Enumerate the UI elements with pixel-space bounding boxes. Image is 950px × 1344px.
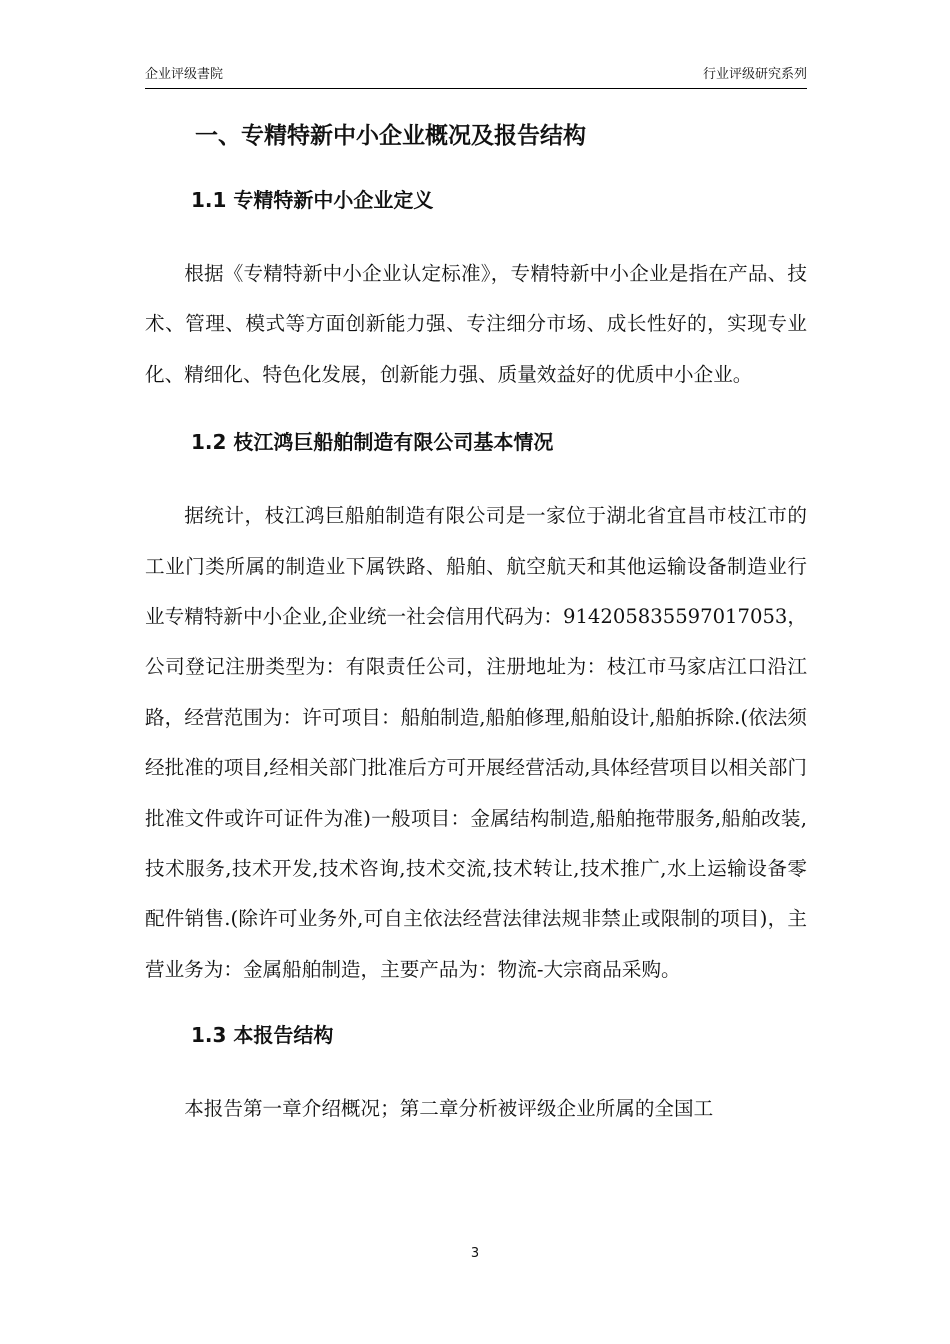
section-heading-1-3: 1.3 本报告结构 xyxy=(191,1023,334,1048)
section-body-1-3: 本报告第一章介绍概况；第二章分析被评级企业所属的全国工 xyxy=(184,1097,714,1121)
chapter-title: 一、专精特新中小企业概况及报告结构 xyxy=(195,123,586,149)
section-heading-1-1: 1.1 专精特新中小企业定义 xyxy=(191,188,434,212)
page-number: 3 xyxy=(470,1246,480,1261)
page-header xyxy=(145,66,807,89)
document-body xyxy=(145,116,807,1135)
header-publisher: 企业评级書院 xyxy=(145,67,224,82)
section-body-1-1: 根据《专精特新中小企业认定标准》，专精特新中小企业是指在产品、技术、管理、模式等方面创新能力强、专注细分市场、成长性好的，实现专业化、精细化、特色化发展，创新能力强、质量效益好的优质中小企业。 xyxy=(145,262,807,386)
header-series: 行业评级研究系列 xyxy=(702,67,807,82)
section-body-1-2: 据统计，枝江鸿巨船舶制造有限公司是一家位于湖北省宜昌市枝江市的工业门类所属的制造业下属铁路、船舶、航空航天和其他运输设备制造业行业专精特新中小企业,企业统一社会信用代码为：914205835597017053，公司登记注册类型为：有限责任公司，注册地址为：枝江市马家店江口沿江路，经营范围为：许可项目：船舶制造,船舶修理,船舶设计,船舶拆除.(依法须经批准的项目,经相关部门批准后方可开展经营活动,具体经营项目以相关部门批准文件或许可证件为准)一般项目：金属结构制造,船舶拖带服务,船舶改装,技术服务,技术开发,技术咨询,技术交流,技术转让,技术推广,水上运输设备零配件销售.(除许可业务外,可自主依法经营法律法规非禁止或限制的项目)，主营业务为：金属船舶制造，主要产品为：物流-大宗商品采购。 xyxy=(145,504,807,981)
section-heading-1-2: 1.2 枝江鸿巨船舶制造有限公司基本情况 xyxy=(191,430,554,455)
